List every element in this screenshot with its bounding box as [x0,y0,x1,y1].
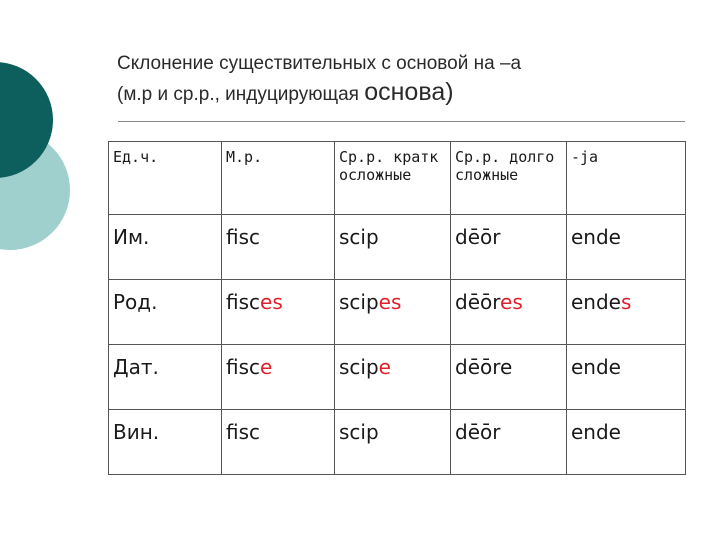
form-cell [222,215,335,280]
title-line-2-text: (м.р и ср.р., индуцирующая [117,84,365,105]
case-cell [109,280,222,345]
header-neuter-short: Ср.р. краткосложные [339,148,439,184]
header-cell [222,142,335,215]
word-stem: ende [571,225,621,249]
form-cell [222,280,335,345]
table-row [109,410,686,475]
word-stem: dēōr [455,225,501,249]
word-stem: ende [571,355,621,379]
word-stem: ende [571,290,621,314]
case-ending: es [260,290,283,314]
title-line-2-close: ) [445,78,454,106]
header-cell [567,142,686,215]
title-line-1: Склонение существительных с основой на –а [117,53,522,74]
word-stem: fisc [226,355,261,379]
slide-title [117,50,697,109]
decorative-circles [0,0,90,300]
word-stem: scip [339,355,379,379]
table-row [109,280,686,345]
form-cell [335,345,451,410]
case-ending: e [260,355,273,379]
form-cell [222,410,335,475]
header-neuter-long: Ср.р. долгосложные [455,148,555,184]
title-divider [118,121,685,122]
word-stem: scip [339,225,379,249]
word-stem: fisc [226,225,261,249]
table-row [109,215,686,280]
word-stem: scip [339,420,379,444]
form-cell [567,280,686,345]
case-cell [109,410,222,475]
header-number: Ед.ч. [113,148,159,166]
case-ending: es [378,290,402,314]
word-stem: ende [571,420,621,444]
case-label: Вин. [113,420,160,444]
form-cell [335,280,451,345]
case-ending: es [500,290,523,314]
form-cell [451,345,567,410]
form-cell [567,345,686,410]
form-cell [567,215,686,280]
table-row [109,345,686,410]
word-stem: fisc [226,420,261,444]
case-cell [109,215,222,280]
word-stem: dēōr [455,290,501,314]
case-label: Род. [113,290,158,314]
word-stem: scip [339,290,379,314]
title-line-2 [117,78,697,109]
title-line-2-emphasis: основа [364,78,446,106]
header-cell [451,142,567,215]
case-cell [109,345,222,410]
form-cell [335,215,451,280]
form-cell [451,410,567,475]
header-row [109,142,686,215]
case-label: Им. [113,225,150,249]
form-cell [451,215,567,280]
form-cell [222,345,335,410]
case-ending: s [620,290,632,314]
case-ending: e [378,355,391,379]
declension-table [108,141,686,475]
form-cell [567,410,686,475]
word-stem: dēōre [455,355,513,379]
word-stem: dēōr [455,420,501,444]
case-label: Дат. [113,355,159,379]
word-stem: fisc [226,290,261,314]
header-masculine: М.р. [226,148,263,166]
header-cell [335,142,451,215]
header-ja: -ja [571,148,599,166]
form-cell [451,280,567,345]
form-cell [335,410,451,475]
header-cell [109,142,222,215]
